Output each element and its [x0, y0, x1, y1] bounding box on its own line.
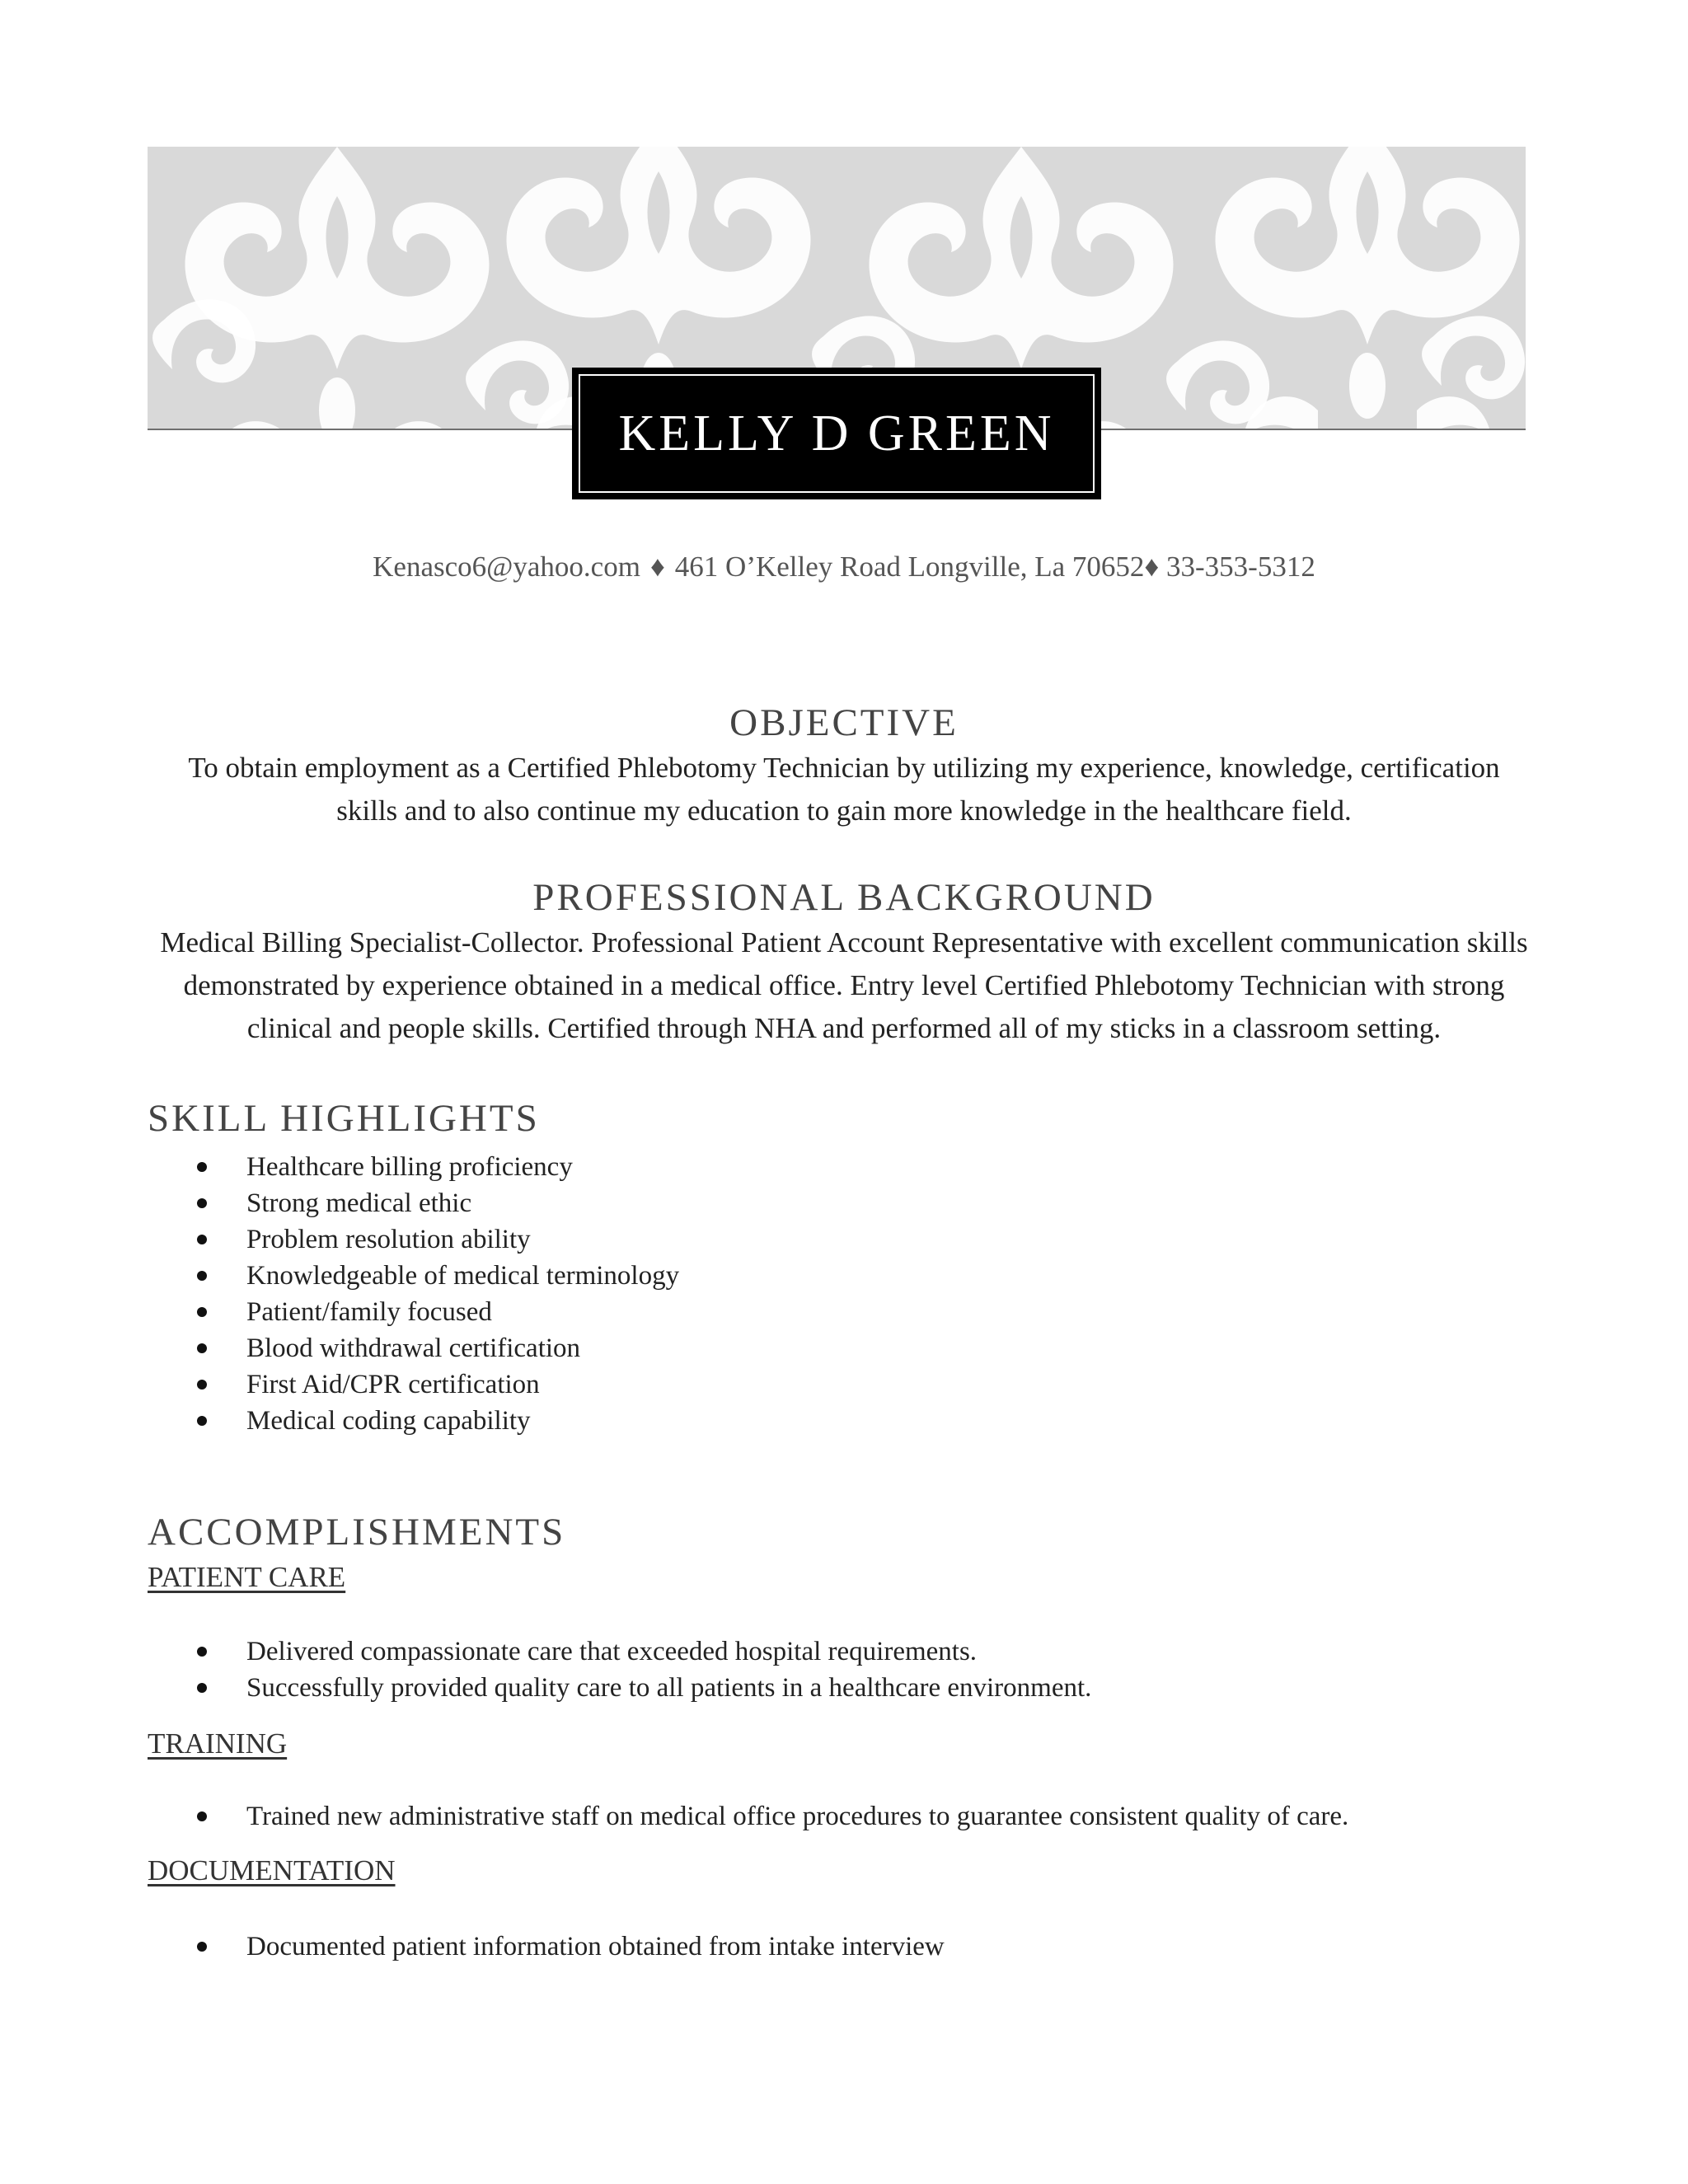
- background-line: clinical and people skills. Certified through NHA and performed all of my sticks in a classroom setting.: [246, 1012, 1442, 1044]
- list-item: [197, 1366, 679, 1403]
- objective-line: skills and to also continue my education to gain more knowledge in the healthcare field.: [336, 794, 1352, 827]
- documentation-list: [197, 1929, 945, 1965]
- name-plate-frame: [579, 374, 1095, 493]
- background-text: [124, 921, 1564, 1050]
- skills-heading: SKILL HIGHLIGHTS: [148, 1097, 540, 1140]
- bullet-icon: [197, 1162, 207, 1172]
- accomplishment-text: Documented patient information obtained from intake interview: [246, 1932, 945, 1961]
- name-plate: [572, 368, 1101, 499]
- bullet-icon: [197, 1416, 207, 1426]
- skill-text: Knowledgeable of medical terminology: [246, 1261, 680, 1291]
- list-item: [197, 1403, 679, 1439]
- bullet-icon: [197, 1271, 207, 1281]
- background-line: demonstrated by experience obtained in a medical office. Entry level Certified Phlebotomy Technician with strong: [183, 969, 1505, 1001]
- list-item: [197, 1929, 945, 1965]
- accomplishments-heading: ACCOMPLISHMENTS: [148, 1511, 566, 1554]
- list-item: [197, 1185, 679, 1221]
- diamond-separator-icon: ♦: [1144, 551, 1160, 583]
- training-heading: TRAINING: [148, 1727, 288, 1760]
- training-list: [197, 1798, 1348, 1835]
- bullet-icon: [197, 1942, 207, 1952]
- objective-text: [124, 747, 1564, 832]
- diamond-separator-icon: ♦: [649, 551, 665, 583]
- bullet-icon: [197, 1198, 207, 1208]
- contact-info: [0, 551, 1688, 583]
- bullet-icon: [197, 1380, 207, 1390]
- background-line: Medical Billing Specialist-Collector. Professional Patient Account Representative with excellent communication skills: [160, 926, 1528, 958]
- list-item: [197, 1633, 1091, 1670]
- bullet-icon: [197, 1811, 207, 1821]
- bullet-icon: [197, 1307, 207, 1317]
- list-item: [197, 1798, 1348, 1835]
- skill-text: Strong medical ethic: [246, 1188, 472, 1218]
- list-item: [197, 1330, 679, 1366]
- bullet-icon: [197, 1235, 207, 1244]
- skill-text: Medical coding capability: [246, 1406, 531, 1436]
- skill-text: First Aid/CPR certification: [246, 1370, 540, 1399]
- objective-line: To obtain employment as a Certified Phlebotomy Technician by utilizing my experience, knowledge, certification: [188, 752, 1500, 784]
- skills-list: [197, 1149, 679, 1439]
- objective-heading: OBJECTIVE: [729, 701, 959, 744]
- skill-text: Problem resolution ability: [246, 1225, 531, 1254]
- bullet-icon: [197, 1343, 207, 1353]
- accomplishment-text: Trained new administrative staff on medical office procedures to guarantee consistent quality of care.: [246, 1802, 1349, 1831]
- bullet-icon: [197, 1683, 207, 1693]
- patient-care-heading: PATIENT CARE: [148, 1561, 346, 1593]
- bullet-icon: [197, 1647, 207, 1657]
- list-item: [197, 1258, 679, 1294]
- accomplishment-text: Delivered compassionate care that exceeded hospital requirements.: [246, 1637, 978, 1666]
- contact-phone: 33-353-5312: [1166, 551, 1315, 583]
- contact-address: 461 O’Kelley Road Longville, La 70652: [674, 551, 1145, 583]
- patient-care-list: [197, 1633, 1091, 1706]
- background-heading: PROFESSIONAL BACKGROUND: [532, 876, 1156, 919]
- documentation-heading: DOCUMENTATION: [148, 1854, 396, 1886]
- accomplishment-text: Successfully provided quality care to all patients in a healthcare environment.: [246, 1673, 1092, 1703]
- list-item: [197, 1221, 679, 1258]
- skill-text: Patient/family focused: [246, 1297, 492, 1327]
- contact-email: Kenasco6@yahoo.com: [373, 551, 640, 583]
- list-item: [197, 1149, 679, 1185]
- candidate-name: KELLY D GREEN: [618, 405, 1055, 462]
- skill-text: Healthcare billing proficiency: [246, 1152, 573, 1182]
- skill-text: Blood withdrawal certification: [246, 1333, 581, 1363]
- list-item: [197, 1294, 679, 1330]
- list-item: [197, 1670, 1091, 1706]
